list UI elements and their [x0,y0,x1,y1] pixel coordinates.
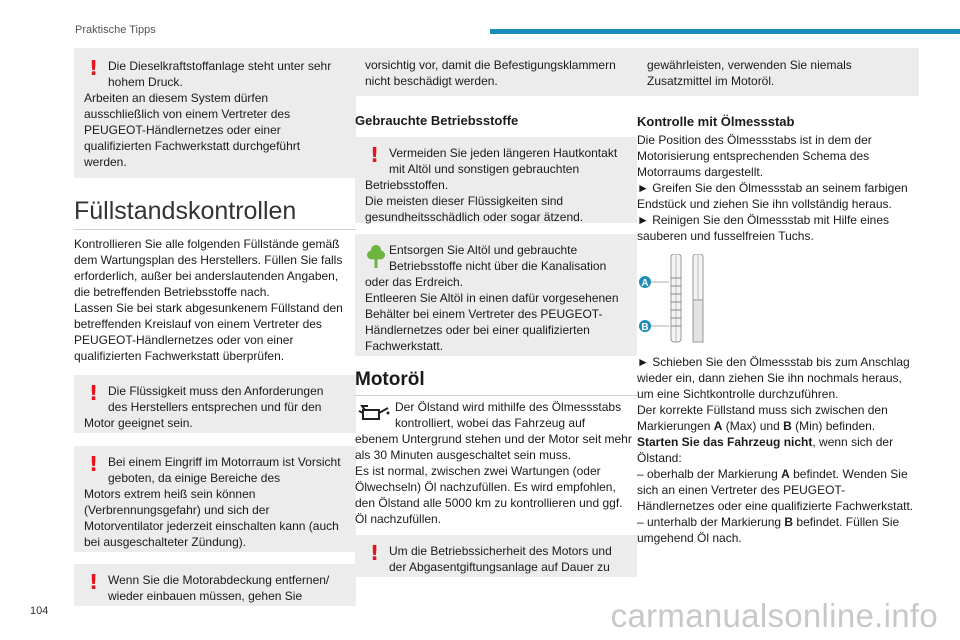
text-segment: befindet. Füllen Sie umgehend Öl nach. [637,515,900,545]
bold-warning: Starten Sie das Fahrzeug nicht [637,435,813,449]
warning-icon: ! [370,541,380,565]
heading-fuellstandskontrollen: Füllstandskontrollen [74,197,297,225]
divider [355,395,637,396]
warning-body-text: vorsichtig vor, damit die Befestigungsklammern nicht beschädigt werden. [365,58,616,88]
warning-icon: ! [89,570,99,594]
warning-body-text: Motors extrem heiß sein können (Verbrennungsgefahr) und sich der Motorventilator jederzeit einschalten kann (auch bei ausgeschalteter Zündung). [84,487,339,549]
warning-icon: ! [370,143,380,167]
header-accent-bar [490,29,960,34]
warning-lead-text: Bei einem Eingriff im Motorraum ist Vorsicht geboten, da einige Bereiche des [108,455,341,485]
warning-box-continuation [355,48,637,96]
heading-gebrauchte-betriebsstoffe: Gebrauchte Betriebsstoffe [355,113,519,128]
column-3 [637,48,919,546]
warning-lead-text: Um die Betriebssicherheit des Motors und der Abgasentgiftungsanlage auf Dauer zu [389,544,612,574]
paragraph-fuellstand: Kontrollieren Sie alle folgenden Füllstände gemäß dem Wartungsplan des Herstellers. Füllen Sie falls erforderlich, außer bei anderslautenden Angaben, die betreffenden Betriebsstoffe nach. Lassen Sie bei stark abgesunkenem Füllstand den betreffenden Kreislauf von einem Vertreter des PEUGEOT-Händlernetzes oder von einer qualifizierten Fachwerkstatt überprüfen. [74,237,343,363]
list-item-below [637,514,919,546]
warning-box-engine-cover [74,564,356,606]
paragraph-dipstick-intro: Die Position des Ölmessstabs ist in dem der Motorisierung entsprechenden Schema des Motorraums dargestellt. ► Greifen Sie den Ölmessstab an seinem farbigen Endstück und ziehen Sie ihn vollständig heraus. ► Reinigen Sie den Ölmessstab mit Hilfe eines sauberen und fusselfreien Tuchs. [637,133,908,243]
marker-b-label: B [641,322,649,333]
marker-ref: B [784,515,794,529]
warning-body-text: gewährleisten, verwenden Sie niemals Zusatzmittel im Motoröl. [647,58,852,88]
text-segment: – unterhalb der Markierung [637,515,785,529]
text-segment: , wenn sich der Ölstand: [637,435,894,465]
paragraph-dipstick-check [637,354,919,434]
page-number: 104 [30,605,49,617]
dipstick-drawing [637,254,757,344]
text-segment: (Min) befinden. [791,419,876,433]
oil-can-icon [357,401,391,423]
warning-body-text: Motor geeignet sein. [84,416,193,430]
warning-box-diesel [74,48,356,178]
environment-body-text: oder das Erdreich. Entleeren Sie Altöl in einen dafür vorgesehenen Behälter bei einem Vertreter des PEUGEOT-Händlernetzes oder bei einer qualifizierten Fachwerkstatt. [365,275,619,353]
dipstick-illustration [637,254,757,344]
text-segment: befindet. Wenden Sie sich an einen Vertreter des PEUGEOT-Händlernetzes oder eine qualifizierte Fachwerkstatt. [637,467,914,513]
warning-lead-text: Wenn Sie die Motorabdeckung entfernen/ wieder einbauen müssen, gehen Sie [108,573,330,603]
warning-lead-text: Die Flüssigkeit muss den Anforderungen des Herstellers entsprechen und für den [108,384,324,414]
warning-lead-text: Vermeiden Sie jeden längeren Hautkontakt mit Altöl und sonstigen gebrauchten [389,146,618,176]
paragraph-motoroel [355,399,637,527]
oil-lead-text: Der Ölstand wird mithilfe des Ölmessstabs kontrolliert, wobei das Fahrzeug auf [395,400,622,430]
marker-ref: B [783,419,792,433]
section-title: Praktische Tipps [75,24,156,36]
warning-body-text: Arbeiten an diesem System dürfen ausschließlich von einem Vertreter des PEUGEOT-Händlernetzes oder einer qualifizierten Fachwerkstatt durchgeführt werden. [84,91,301,169]
environment-box [355,234,637,356]
warning-body-text: Betriebsstoffen. Die meisten dieser Flüssigkeiten sind gesundheitsschädlich oder sogar ätzend. [365,178,584,224]
list-item-above [637,466,919,514]
warning-icon: ! [89,381,99,405]
column-1 [74,48,356,606]
heading-motoroel: Motoröl [355,369,425,390]
text-segment: (Max) und [722,419,784,433]
oil-body-text: ebenem Untergrund stehen und der Motor seit mehr als 30 Minuten ausgeschaltet sein muss. Es ist normal, zwischen zwei Wartungen (oder Ölwechseln) Öl nachzufüllen. Es wird empfohlen, den Ölstand alle 5000 km zu kontrollieren und ggf. Öl nachzufüllen. [355,432,632,526]
warning-box-engine-hot [74,446,356,552]
paragraph-do-not-start [637,434,919,466]
warning-box-used-fluids [355,137,637,223]
watermark: carmanualsonline.info [610,597,938,634]
marker-ref: A [713,419,723,433]
warning-box-continuation [637,48,919,96]
divider [74,229,356,230]
warning-box-additives [355,535,637,577]
marker-a-label: A [641,278,649,289]
text-segment: ► Schieben Sie den Ölmessstab bis zum Anschlag wieder ein, dann ziehen Sie ihn nochmals heraus, um eine Sichtkontrolle durchzuführen. Der korrekte Füllstand muss sich zwischen den Markierungen [637,355,910,433]
heading-kontrolle-oelmessstab: Kontrolle mit Ölmessstab [637,114,795,129]
marker-ref: A [781,467,790,481]
warning-box-fluid [74,375,356,433]
tree-icon [367,244,385,268]
text-segment: – oberhalb der Markierung [637,467,782,481]
column-2 [355,48,637,577]
warning-icon: ! [89,452,99,476]
warning-icon: ! [89,56,99,80]
environment-lead-text: Entsorgen Sie Altöl und gebrauchte Betriebsstoffe nicht über die Kanalisation [389,243,607,273]
warning-lead-text: Die Dieselkraftstoffanlage steht unter sehr hohem Druck. [108,59,332,89]
